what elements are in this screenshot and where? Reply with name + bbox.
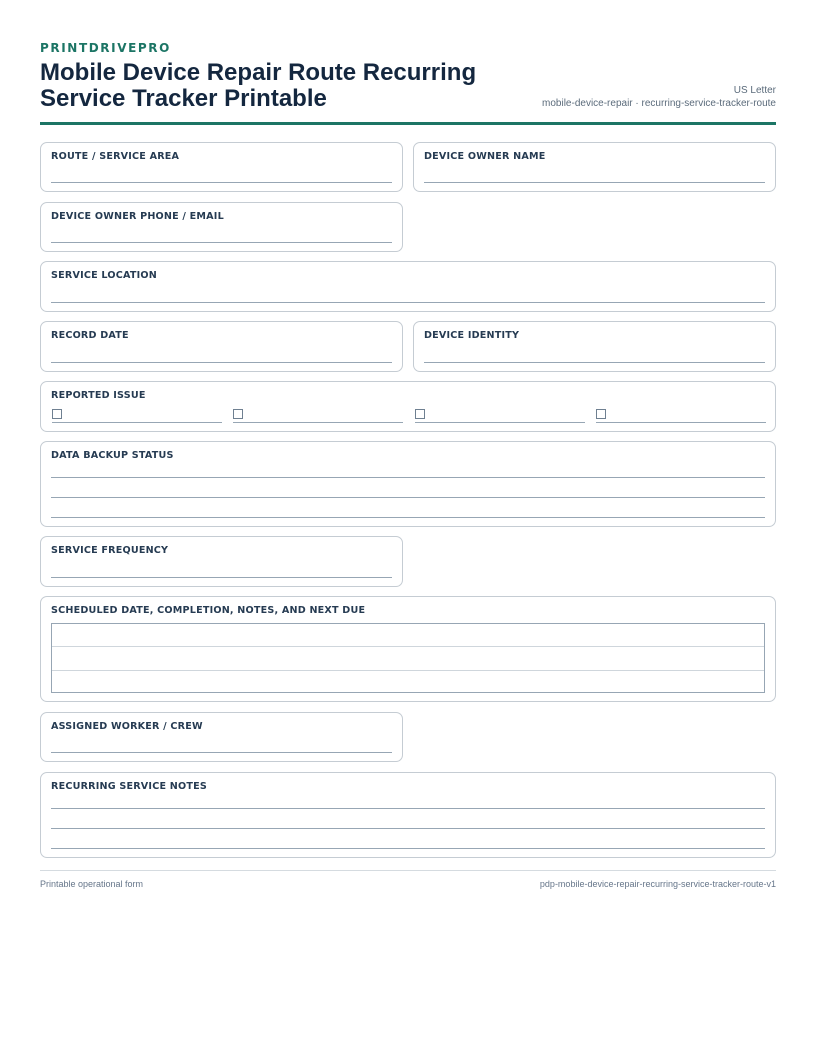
form-title: Mobile Device Repair Route Recurring Service Tracker Printable — [40, 59, 477, 112]
field-label: DEVICE OWNER NAME — [424, 151, 546, 162]
assigned-worker-field — [40, 712, 403, 762]
write-line[interactable] — [51, 828, 765, 829]
field-label: SERVICE FREQUENCY — [51, 545, 169, 556]
form-header — [40, 40, 776, 122]
write-line[interactable] — [51, 497, 765, 498]
paper-size: US Letter — [733, 85, 776, 96]
field-label: RECORD DATE — [51, 330, 129, 341]
header-rule — [40, 122, 776, 125]
device-owner-contact-field — [40, 202, 403, 252]
brand-logo: PRINTDRIVEPRO — [40, 41, 171, 55]
footer-label: Printable operational form — [40, 879, 144, 889]
field-label: DEVICE IDENTITY — [424, 330, 520, 341]
issue-checkbox-1[interactable] — [52, 409, 62, 419]
route-service-area-field — [40, 142, 403, 192]
write-line[interactable] — [51, 517, 765, 518]
field-label: RECURRING SERVICE NOTES — [51, 781, 207, 792]
issue-line-4[interactable] — [596, 422, 766, 423]
issue-line-2[interactable] — [233, 422, 403, 423]
issue-checkbox-3[interactable] — [415, 409, 425, 419]
service-frequency-field — [40, 536, 403, 587]
footer-rule — [40, 870, 776, 871]
issue-line-3[interactable] — [415, 422, 585, 423]
write-line[interactable] — [424, 362, 765, 363]
schedule-table — [51, 623, 765, 693]
write-line[interactable] — [51, 302, 765, 303]
table-row[interactable] — [52, 624, 764, 647]
write-line[interactable] — [51, 848, 765, 849]
data-backup-status-field — [40, 441, 776, 527]
field-label: DEVICE OWNER PHONE / EMAIL — [51, 211, 224, 222]
recurring-service-notes-field — [40, 772, 776, 858]
device-identity-field — [413, 321, 776, 372]
field-label: SCHEDULED DATE, COMPLETION, NOTES, AND NEXT DUE — [51, 605, 366, 616]
service-location-field — [40, 261, 776, 312]
issue-checkbox-4[interactable] — [596, 409, 606, 419]
write-line[interactable] — [51, 182, 392, 183]
reported-issue-field — [40, 381, 776, 432]
write-line[interactable] — [424, 182, 765, 183]
write-line[interactable] — [51, 577, 392, 578]
field-label: REPORTED ISSUE — [51, 390, 146, 401]
write-line[interactable] — [51, 362, 392, 363]
form-page — [40, 40, 776, 889]
field-label: SERVICE LOCATION — [51, 270, 157, 281]
form-id: pdp-mobile-device-repair-recurring-service-tracker-route-v1 — [539, 879, 776, 889]
issue-line-1[interactable] — [52, 422, 222, 423]
write-line[interactable] — [51, 477, 765, 478]
write-line[interactable] — [51, 752, 392, 753]
device-owner-name-field — [413, 142, 776, 192]
form-meta — [542, 84, 776, 110]
write-line[interactable] — [51, 808, 765, 809]
write-line[interactable] — [51, 242, 392, 243]
record-date-field — [40, 321, 403, 372]
table-row[interactable] — [52, 647, 764, 670]
issue-checkbox-2[interactable] — [233, 409, 243, 419]
form-slug: mobile-device-repair · recurring-service-tracker-route — [542, 98, 776, 109]
field-label: DATA BACKUP STATUS — [51, 450, 174, 461]
field-label: ASSIGNED WORKER / CREW — [51, 721, 203, 732]
schedule-table-field — [40, 596, 776, 702]
table-row[interactable] — [52, 671, 764, 694]
field-label: ROUTE / SERVICE AREA — [51, 151, 180, 162]
